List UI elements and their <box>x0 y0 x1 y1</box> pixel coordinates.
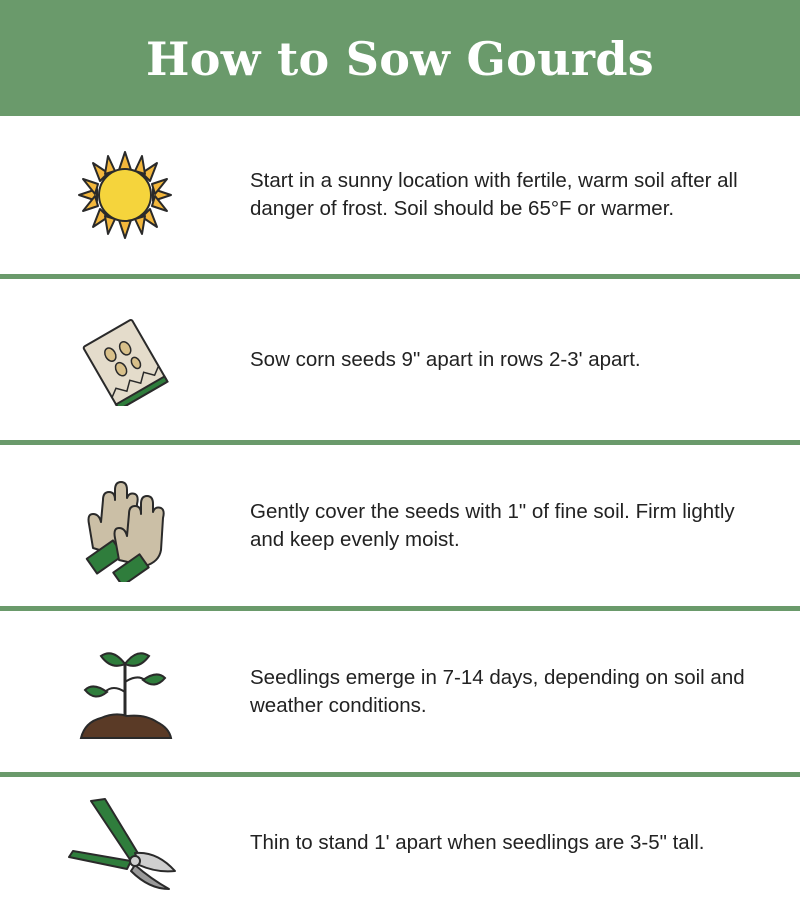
step-item-1 <box>0 116 800 274</box>
seedling-icon <box>0 611 250 772</box>
step-item-4 <box>0 611 800 772</box>
step-item-5 <box>0 777 800 908</box>
step-text: Sow corn seeds 9" apart in rows 2-3' apart. <box>250 347 641 371</box>
step-item-3 <box>0 445 800 606</box>
steps-list <box>0 116 800 908</box>
step-item-2 <box>0 279 800 440</box>
gardening-gloves-icon <box>0 445 250 606</box>
step-text: Gently cover the seeds with 1" of fine soil. Firm lightly and keep evenly moist. <box>250 499 735 551</box>
step-text: Start in a sunny location with fertile, warm soil after all danger of frost. Soil should be 65°F or warmer. <box>250 169 738 220</box>
page-title: How to Sow Gourds <box>145 32 655 86</box>
header-banner <box>0 0 800 116</box>
step-text: Thin to stand 1' apart when seedlings are 3-5" tall. <box>250 830 705 854</box>
step-text: Seedlings emerge in 7-14 days, depending on soil and weather conditions. <box>250 665 745 717</box>
seed-packet-icon <box>0 279 250 440</box>
sun-icon <box>0 116 250 274</box>
pruning-shears-icon <box>0 777 250 908</box>
